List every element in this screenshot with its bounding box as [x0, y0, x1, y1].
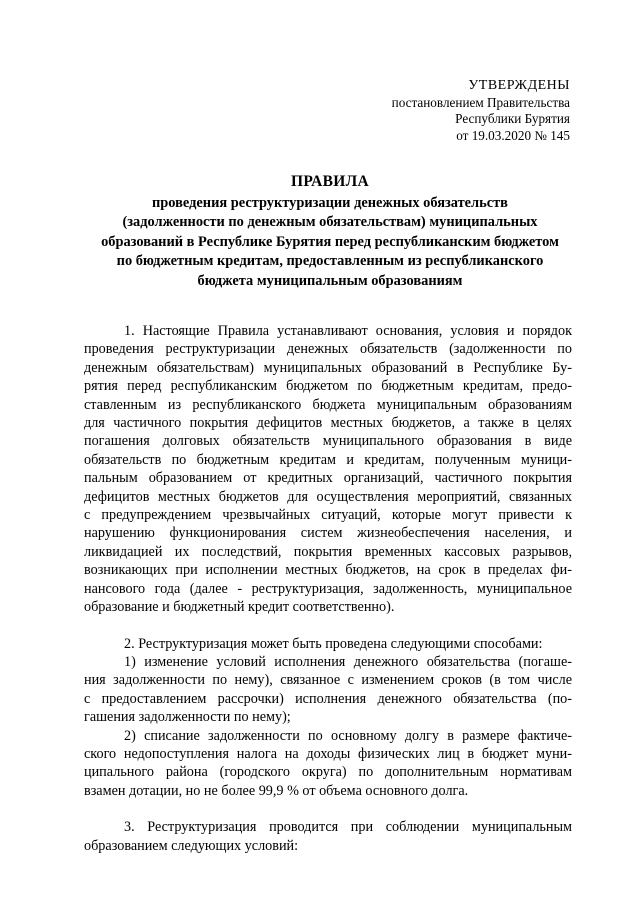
text-line: нарушению функционирования систем жизнеобеспечения населения, и: [84, 525, 572, 542]
text-line: образованием следующих условий:: [84, 837, 299, 854]
title-main: ПРАВИЛА: [291, 173, 369, 190]
text-line: взамен дотации, но не более 99,9 % от объема основного долга.: [84, 782, 469, 799]
text-line: 1) изменение условий исполнения денежного обязательства (погаше-: [124, 653, 572, 670]
approval-line: Республики Бурятия: [455, 111, 570, 127]
title-line: образований в Республике Бурятия перед республиканским бюджетом: [101, 233, 559, 250]
text-line: ния задолженности по нему), связанное с изменением сроков (в том числе: [84, 672, 572, 689]
approval-line: постановлением Правительства: [391, 94, 570, 110]
text-line: 2. Реструктуризация может быть проведена следующими способами:: [124, 635, 543, 652]
approval-block: [392, 78, 570, 144]
text-line: гашения задолженности по нему);: [84, 709, 291, 726]
paragraph-gap: [84, 617, 572, 635]
text-line: погашения долговых обязательств муниципального образования в виде: [84, 433, 572, 450]
text-line: с предоставлением рассрочки) исполнения денежного обязательства (по-: [84, 690, 572, 707]
title-line: (задолженности по денежным обязательствам) муниципальных: [122, 214, 538, 231]
text-line: обязательств по бюджетным кредитам и кредитам, полученным муници-: [84, 451, 572, 468]
document-title: [60, 172, 600, 292]
title-line: по бюджетным кредитам, предоставленным из республиканского: [116, 253, 544, 270]
text-line: ликвидацией их последствий, покрытия временных кассовых разрывов,: [84, 543, 572, 560]
text-line: ставленным из республиканского бюджета муниципальным образованиям: [84, 396, 572, 413]
text-line: возникающих при исполнении местных бюджетов, на срок в пределах фи-: [84, 562, 572, 579]
paragraph-1: [84, 322, 572, 617]
text-line: 2) списание задолженности по основному долгу в размере фактиче-: [124, 727, 572, 744]
approval-heading: УТВЕРЖДЕНЫ: [468, 78, 570, 93]
text-line: дефицитов местных бюджетов для осуществления мероприятий, связанных: [84, 488, 572, 505]
text-line: пальным образованием от кредитных организаций, частичного покрытия: [84, 470, 572, 487]
text-line: с предупреждением чрезвычайных ситуаций, которые могут привести к: [84, 507, 572, 524]
text-line: денежным обязательствам) муниципальных образований в Республике Бу-: [84, 359, 572, 376]
text-line: ского недопоступления налога на доходы физических лиц в бюджет муни-: [84, 745, 572, 762]
text-line: нансового года (далее - реструктуризация, задолженность, муниципальное: [84, 580, 572, 597]
text-line: рятия перед республиканским бюджетом по бюджетным кредитам, предо-: [84, 378, 572, 395]
text-line: ципального района (городского округа) по дополнительным нормативам: [84, 764, 572, 781]
approval-date-number: от 19.03.2020 № 145: [456, 127, 570, 143]
paragraph-gap: [84, 800, 572, 818]
text-line: для частичного покрытия дефицитов местных бюджетов, а также в целях: [84, 415, 572, 432]
text-line: 3. Реструктуризация проводится при соблюдении муниципальным: [124, 819, 572, 836]
text-line: 1. Настоящие Правила устанавливают основания, условия и порядок: [124, 323, 572, 339]
title-line: проведения реструктуризации денежных обязательств: [152, 194, 508, 211]
text-line: образование и бюджетный кредит соответственно).: [84, 599, 395, 616]
title-line: бюджета муниципальным образованиям: [197, 272, 463, 289]
paragraph-2: [84, 635, 572, 653]
text-line: проведения реструктуризации денежных обязательств (задолженности по: [84, 341, 572, 358]
paragraph-2-item-2: [84, 727, 572, 801]
document-body: [84, 322, 572, 855]
paragraph-3: [84, 818, 572, 855]
paragraph-2-item-1: [84, 653, 572, 727]
